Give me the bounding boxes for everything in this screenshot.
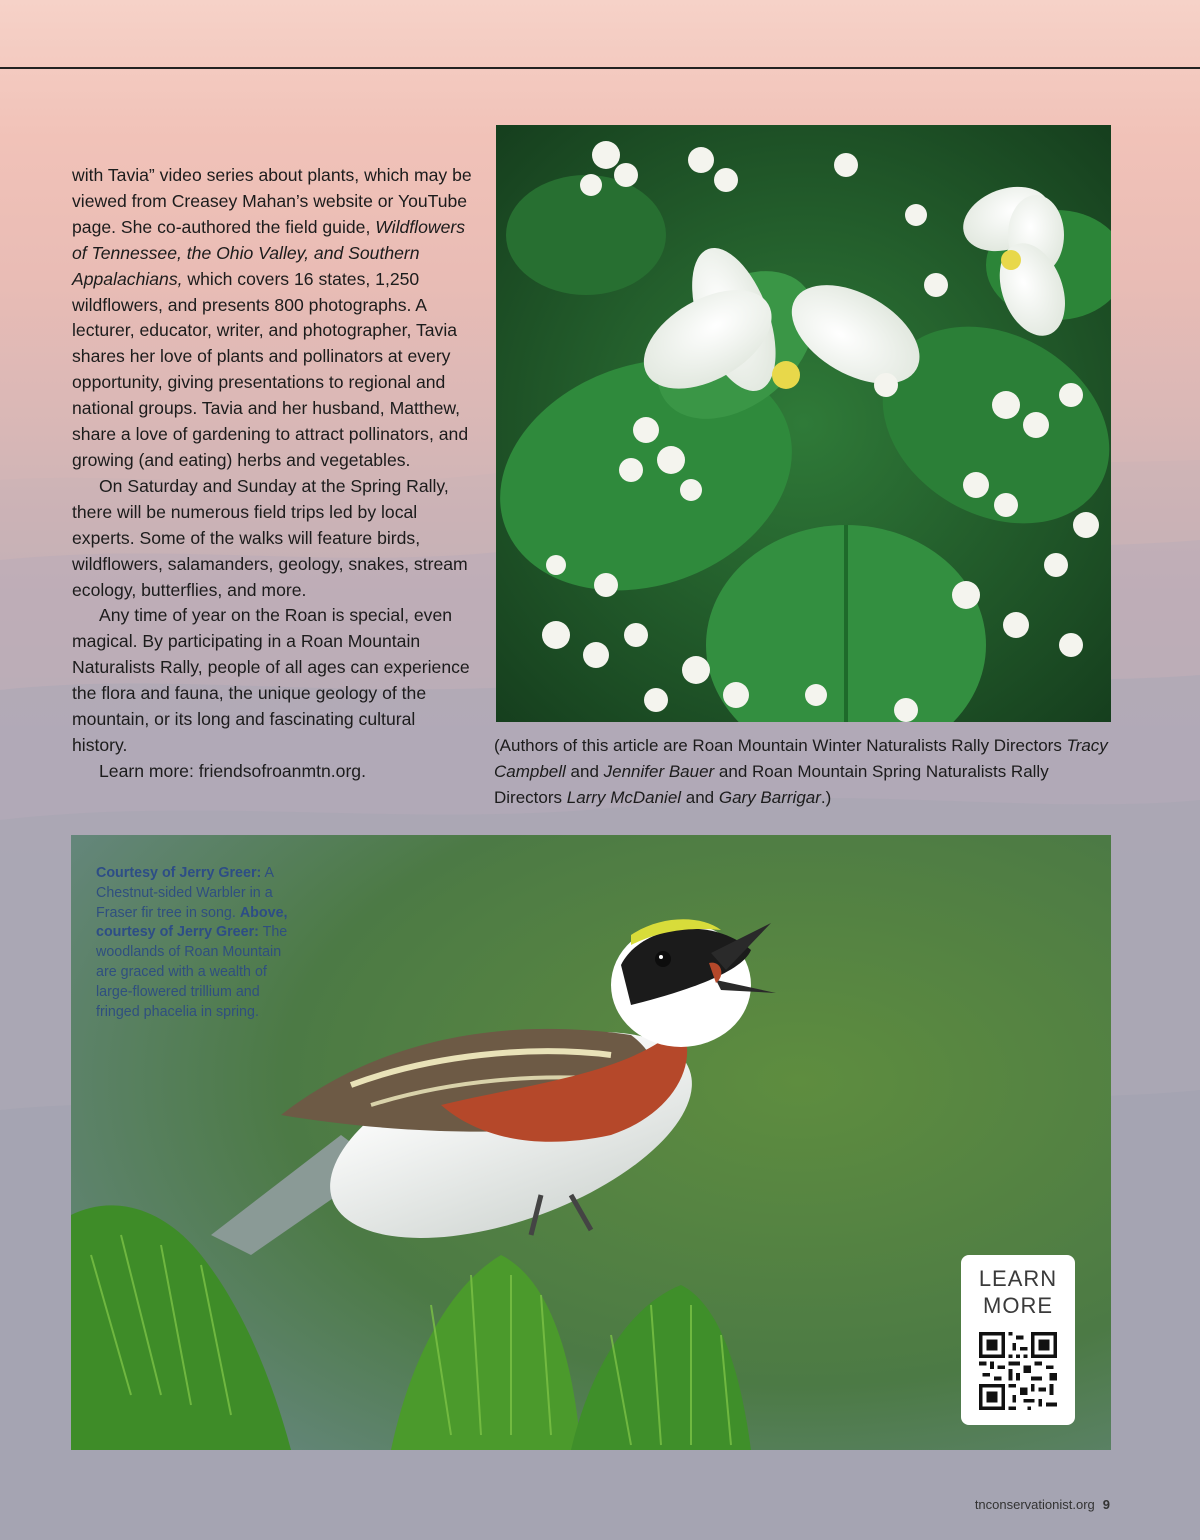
author-name: Jennifer Bauer [603,761,715,781]
photo-credit: Above, courtesy of Jerry Greer: [96,904,288,941]
authors-note: (Authors of this article are Roan Mountain Winter Naturalists Rally Directors Tracy Campbell and Jennifer Bauer and Roan Mountain Spring Naturalists Rally Directors Larry McDaniel and Gary Barrigar.) [494,736,1108,807]
article-column [72,163,474,785]
qr-code-icon[interactable] [979,1332,1057,1410]
trillium-photo [496,125,1111,722]
site-url: tnconservationist.org [974,1497,1095,1512]
learn-more-qr-box[interactable] [961,1255,1075,1425]
page-number: 9 [1102,1497,1110,1512]
article-paragraph-1: with Tavia” video series about plants, which may be viewed from Creasey Mahan’s website or YouTube page. She co-authored the field guide, Wildflowers of Tennessee, the Ohio Valley, and Southern Appalachians, which covers 16 states, 1,250 wildflowers, and presents 800 photographs. A lecturer, educator, writer, and photographer, Tavia shares her love of plants and pollinators at every opportunity, giving presentations to regional and national groups. Tavia and her husband, Matthew, share a love of gardening to attract pollinators, and growing (and eating) herbs and vegetables. [72,165,472,470]
photo-credit: Courtesy of Jerry Greer: [96,865,262,881]
article-paragraph-2: On Saturday and Sunday at the Spring Rally, there will be numerous field trips led by local experts. Some of the walks will feature birds, wildflowers, salamanders, geology, snakes, stream ecology, butterflies, and more. [72,475,468,600]
book-title: Wildflowers of Tennessee, the Ohio Valley, and Southern Appalachians, [72,216,466,289]
author-name: Larry McDaniel [566,787,682,807]
author-name: Gary Barrigar [718,787,821,807]
photo-caption: Courtesy of Jerry Greer: A Chestnut-sided Warbler in a Fraser fir tree in song. Above, courtesy of Jerry Greer: The woodlands of Roan Mountain are graced with a wealth of large-flowered trillium and fringed phacelia in spring. [96,865,288,1020]
author-name: Tracy Campbell [494,736,1108,781]
page-footer [975,1497,1110,1512]
article-paragraph-3: Any time of year on the Roan is special, even magical. By participating in a Roan Mountain Naturalists Rally, people of all ages can experience the flora and fauna, the unique geology of the mountain, or its long and fascinating cultural history. [72,605,470,755]
header-rule [0,67,1200,69]
learn-more-link-text: Learn more: friendsofroanmtn.org. [99,760,366,781]
learn-more-label: LEARN MORE [978,1266,1058,1318]
